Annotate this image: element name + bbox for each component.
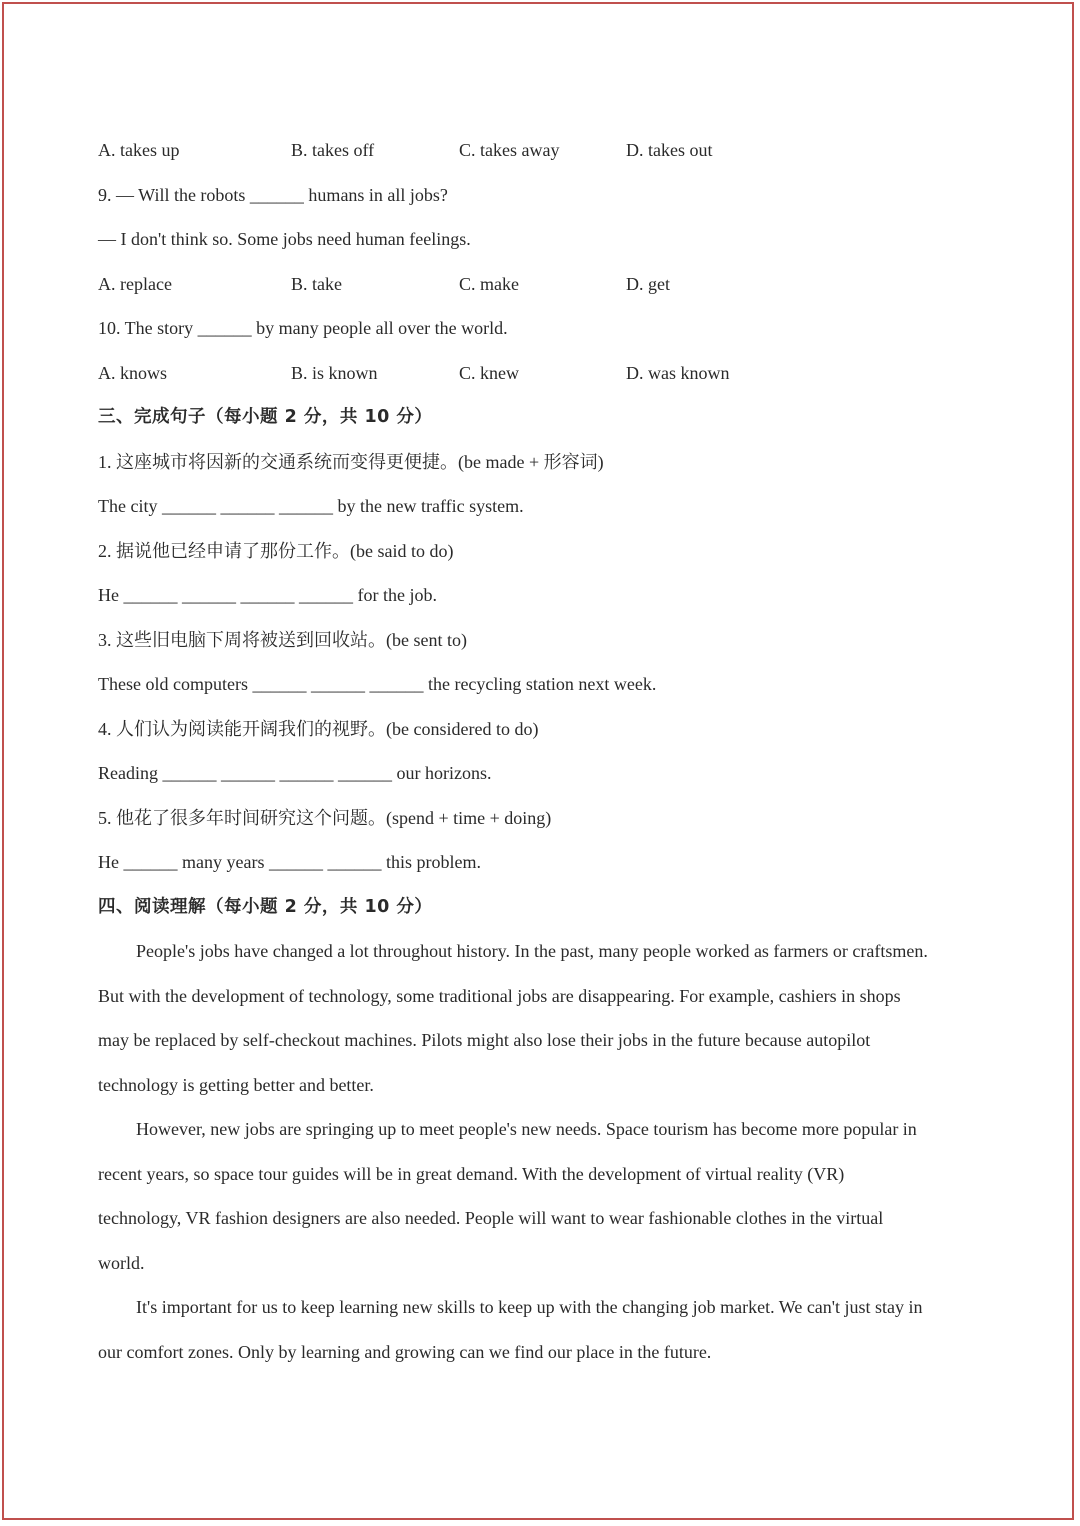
s3-item3-prompt: 3. 这些旧电脑下周将被送到回收站。(be sent to) (98, 629, 467, 650)
para1-line4: technology is getting better and better. (98, 1074, 374, 1095)
s3-item2-blank-line: He ______ ______ ______ ______ for the job. (98, 585, 437, 605)
s3-item4-blank-line: Reading ______ ______ ______ ______ our horizons. (98, 763, 492, 783)
q8-option-d: D. takes out (626, 140, 713, 160)
s3-item5-prompt: 5. 他花了很多年时间研究这个问题。(spend + time + doing) (98, 807, 552, 828)
s3-item1-blank-line: The city ______ ______ ______ by the new traffic system. (98, 496, 524, 516)
q10-question: 10. The story ______ by many people all over the world. (98, 318, 508, 338)
q10-option-b: B. is known (291, 362, 378, 383)
s3-item5-blank-line: He ______ many years ______ ______ this problem. (98, 852, 481, 872)
s3-item2-prompt: 2. 据说他已经申请了那份工作。(be said to do) (98, 540, 454, 561)
para3-line2: our comfort zones. Only by learning and growing can we find our place in the future. (98, 1341, 712, 1362)
q8-option-a: A. takes up (98, 140, 180, 160)
reading-paragraph-2 (98, 1107, 988, 1285)
para1-line3: may be replaced by self-checkout machines. Pilots might also lose their jobs in the future because autopilot (98, 1030, 871, 1050)
para2-line1: However, new jobs are springing up to meet people's new needs. Space tourism has become more popular in (136, 1119, 917, 1139)
q9-options (98, 262, 988, 307)
q9-option-b: B. take (291, 273, 342, 294)
s3-item3-blank-line: These old computers ______ ______ ______ the recycling station next week. (98, 674, 657, 694)
q9-answer-line: — I don't think so. Some jobs need human feelings. (98, 229, 471, 249)
para2-line4: world. (98, 1252, 145, 1273)
section3-title: 三、完成句子（每小题 2 分，共 10 分） (98, 407, 433, 427)
q10-options (98, 351, 988, 396)
reading-paragraph-1 (98, 929, 988, 1107)
reading-paragraph-3 (98, 1285, 988, 1374)
q10-option-a: A. knows (98, 362, 168, 383)
q9-option-a: A. replace (98, 273, 172, 294)
section4-title: 四、阅读理解（每小题 2 分，共 10 分） (98, 896, 433, 917)
q8-options (98, 128, 988, 173)
s3-item1-prompt: 1. 这座城市将因新的交通系统而变得更便捷。(be made + 形容词) (98, 451, 604, 472)
s3-item4-prompt: 4. 人们认为阅读能开阔我们的视野。(be considered to do) (98, 718, 539, 739)
para1-line1: People's jobs have changed a lot throughout history. In the past, many people worked as farmers or craftsmen. (136, 941, 928, 961)
exam-content (98, 128, 988, 1374)
q10-option-d: D. was known (626, 362, 730, 383)
para1-line2: But with the development of technology, some traditional jobs are disappearing. For example, cashiers in shops (98, 985, 901, 1006)
q9-question: 9. — Will the robots ______ humans in all jobs? (98, 184, 448, 205)
para3-line1: It's important for us to keep learning new skills to keep up with the changing job market. We can't just stay in (136, 1297, 923, 1317)
q8-option-c: C. takes away (459, 140, 560, 160)
q9-option-d: D. get (626, 273, 670, 294)
q10-option-c: C. knew (459, 362, 519, 383)
q8-option-b: B. takes off (291, 140, 375, 160)
para2-line3: technology, VR fashion designers are also needed. People will want to wear fashionable clothes in the virtual (98, 1208, 884, 1228)
para2-line2: recent years, so space tour guides will be in great demand. With the development of virtual reality (VR) (98, 1163, 845, 1184)
q9-option-c: C. make (459, 273, 519, 294)
